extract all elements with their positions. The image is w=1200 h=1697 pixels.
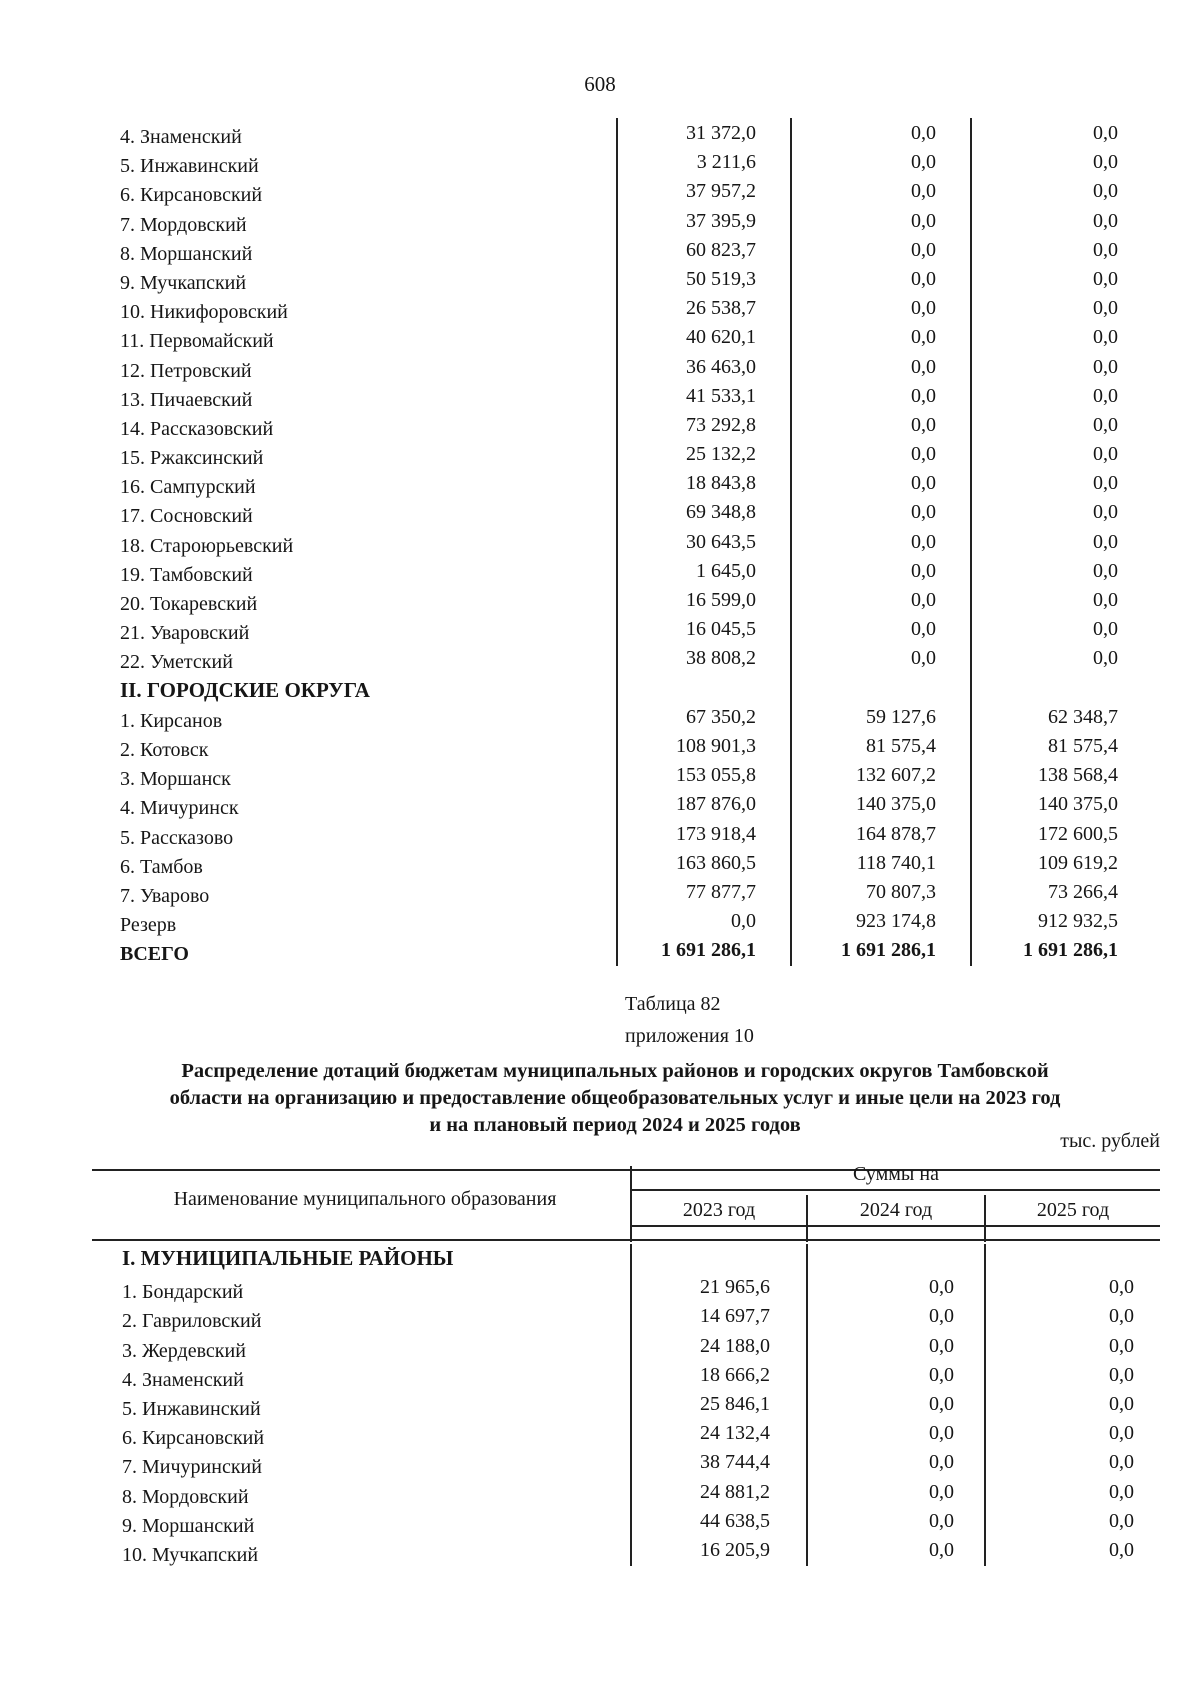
- value-2025: 0,0: [1109, 1451, 1134, 1474]
- table-row: [118, 118, 1128, 147]
- value-2023: 36 463,0: [686, 355, 756, 378]
- value-2025: 0,0: [1093, 472, 1118, 495]
- row-name: 8. Моршанский: [120, 242, 253, 265]
- value-2024: 0,0: [911, 559, 936, 582]
- value-2024: 140 375,0: [856, 793, 936, 816]
- value-2024: 0,0: [929, 1538, 954, 1561]
- value-2025: 0,0: [1093, 151, 1118, 174]
- header-mid-rule: [630, 1189, 1160, 1191]
- value-2023: 16 205,9: [700, 1538, 770, 1561]
- title-line: Распределение дотаций бюджетам муниципальных районов и городских округов Тамбовской: [181, 1060, 1049, 1082]
- value-2025: 0,0: [1093, 647, 1118, 670]
- row-name: 4. Мичуринск: [120, 797, 239, 820]
- title-line: области на организацию и предоставление общеобразовательных услуг и иные цели на 2023 год: [169, 1087, 1061, 1109]
- value-2025: 0,0: [1109, 1305, 1134, 1328]
- value-2023: 16 045,5: [686, 618, 756, 641]
- row-name: 2. Гавриловский: [122, 1310, 262, 1333]
- value-2025: 81 575,4: [1048, 734, 1118, 757]
- value-2023: 24 881,2: [700, 1480, 770, 1503]
- table-row: [120, 1302, 1160, 1331]
- value-2024: 0,0: [911, 384, 936, 407]
- row-name: 10. Мучкапский: [122, 1543, 259, 1566]
- value-2024: 0,0: [929, 1451, 954, 1474]
- section-row: [118, 673, 1128, 702]
- total-row: [118, 935, 1128, 964]
- row-name: 12. Петровский: [120, 359, 252, 382]
- value-2025: 0,0: [1093, 501, 1118, 524]
- value-2024: 0,0: [929, 1334, 954, 1357]
- row-name: 6. Кирсановский: [120, 184, 263, 207]
- value-2024: 0,0: [911, 180, 936, 203]
- value-2023: 1 645,0: [696, 559, 756, 582]
- value-2023: 14 697,7: [700, 1305, 770, 1328]
- value-2024: 0,0: [929, 1422, 954, 1445]
- table-row: [120, 1273, 1160, 1302]
- table-row: [118, 206, 1128, 235]
- row-name: 7. Мордовский: [120, 213, 247, 236]
- value-2023: 16 599,0: [686, 589, 756, 611]
- table-label: Таблица 82: [625, 993, 721, 1015]
- value-2023: 108 901,3: [676, 734, 756, 757]
- row-name: 5. Инжавинский: [120, 155, 259, 178]
- value-2025: 0,0: [1093, 384, 1118, 407]
- value-2023: 153 055,8: [676, 764, 756, 787]
- row-name: 8. Мордовский: [122, 1485, 249, 1508]
- table-row: [118, 702, 1128, 731]
- table-row: [120, 1507, 1160, 1536]
- row-name: 3. Жердевский: [122, 1339, 246, 1362]
- row-name: 9. Моршанский: [122, 1514, 255, 1537]
- value-2025: 1 691 286,1: [1023, 939, 1118, 962]
- row-name: 5. Инжавинский: [122, 1397, 261, 1420]
- value-2023: 73 292,8: [686, 413, 756, 436]
- row-name: 4. Знаменский: [122, 1368, 244, 1391]
- header-bottom-rule: [92, 1239, 1160, 1241]
- value-2023: 67 350,2: [686, 705, 756, 728]
- header-sums-on: Суммы на: [853, 1163, 939, 1185]
- table-row: [118, 235, 1128, 264]
- row-name: Резерв: [120, 914, 177, 937]
- table-row: [120, 1332, 1160, 1361]
- value-2023: 50 519,3: [686, 267, 756, 290]
- value-2024: 0,0: [929, 1276, 954, 1299]
- table-row: [120, 1448, 1160, 1477]
- value-2023: 1 691 286,1: [661, 939, 756, 962]
- value-2023: 24 132,4: [700, 1422, 770, 1445]
- table-row: [118, 614, 1128, 643]
- table-row: [118, 877, 1128, 906]
- value-2023: 38 744,4: [700, 1451, 770, 1474]
- table-row: [118, 731, 1128, 760]
- value-2023: 21 965,6: [700, 1276, 770, 1299]
- value-2025: 0,0: [1093, 238, 1118, 261]
- value-2024: 0,0: [911, 501, 936, 524]
- value-2024: 0,0: [911, 267, 936, 290]
- dotations-table: [120, 1244, 1160, 1565]
- row-name: 20. Токаревский: [120, 593, 258, 615]
- header-year-2023: 2023 год: [682, 1199, 756, 1221]
- table-row: [118, 468, 1128, 497]
- row-name: 1. Бондарский: [122, 1281, 244, 1304]
- value-2025: 0,0: [1109, 1509, 1134, 1532]
- table-row: [118, 293, 1128, 322]
- value-2023: 24 188,0: [700, 1334, 770, 1357]
- header-name-column: Наименование муниципального образования: [173, 1188, 557, 1210]
- title-line: и на плановый период 2024 и 2025 годов: [429, 1114, 801, 1136]
- value-2023: 77 877,7: [686, 880, 756, 903]
- row-name: 10. Никифоровский: [120, 301, 288, 324]
- value-2024: 0,0: [911, 151, 936, 174]
- value-2025: 0,0: [1109, 1480, 1134, 1503]
- table-row: [118, 585, 1128, 614]
- row-name: 6. Тамбов: [120, 855, 203, 878]
- table-row: [118, 760, 1128, 789]
- value-2024: 0,0: [911, 647, 936, 670]
- value-2025: 0,0: [1093, 589, 1118, 611]
- row-name: 13. Пичаевский: [120, 388, 253, 411]
- value-2024: 923 174,8: [856, 910, 936, 933]
- value-2023: 37 395,9: [686, 209, 756, 232]
- value-2023: 69 348,8: [686, 501, 756, 524]
- value-2025: 912 932,5: [1038, 910, 1118, 933]
- value-2023: 26 538,7: [686, 297, 756, 320]
- value-2025: 0,0: [1093, 355, 1118, 378]
- value-2023: 25 132,2: [686, 443, 756, 466]
- value-2023: 60 823,7: [686, 238, 756, 261]
- value-2025: 0,0: [1093, 618, 1118, 641]
- value-2024: 0,0: [911, 122, 936, 144]
- value-2025: 0,0: [1093, 443, 1118, 466]
- value-2024: 118 740,1: [856, 851, 936, 874]
- value-2024: 0,0: [911, 530, 936, 553]
- value-2025: 0,0: [1093, 530, 1118, 553]
- table-row: [118, 497, 1128, 526]
- value-2023: 38 808,2: [686, 647, 756, 670]
- table-title: [120, 1058, 1110, 1139]
- value-2024: 0,0: [911, 472, 936, 495]
- units-label: тыс. рублей: [1060, 1130, 1160, 1152]
- value-2025: 0,0: [1093, 326, 1118, 349]
- value-2023: 3 211,6: [696, 151, 756, 174]
- row-name: 9. Мучкапский: [120, 271, 247, 294]
- value-2025: 0,0: [1109, 1422, 1134, 1445]
- value-2024: 0,0: [929, 1480, 954, 1503]
- row-name: 21. Уваровский: [120, 622, 250, 645]
- row-name: 4. Знаменский: [120, 126, 242, 148]
- row-name: 19. Тамбовский: [120, 563, 253, 586]
- table-row: [118, 410, 1128, 439]
- header-years-rule: [630, 1225, 1160, 1227]
- value-2025: 62 348,7: [1048, 705, 1118, 728]
- table-row: [118, 264, 1128, 293]
- row-name: 6. Кирсановский: [122, 1427, 265, 1450]
- value-2024: 0,0: [911, 413, 936, 436]
- value-2025: 0,0: [1093, 209, 1118, 232]
- row-name: ВСЕГО: [120, 943, 189, 966]
- value-2025: 0,0: [1109, 1538, 1134, 1561]
- value-2024: 0,0: [911, 355, 936, 378]
- header-year-2025: 2025 год: [1036, 1199, 1110, 1221]
- row-name: 18. Староюрьевский: [120, 534, 294, 557]
- value-2024: 59 127,6: [866, 705, 936, 728]
- value-2025: 0,0: [1109, 1392, 1134, 1415]
- table-row: [118, 789, 1128, 818]
- value-2023: 30 643,5: [686, 530, 756, 553]
- value-2024: 0,0: [929, 1392, 954, 1415]
- value-2024: 0,0: [911, 209, 936, 232]
- section-row: [120, 1244, 1160, 1273]
- value-2024: 0,0: [911, 618, 936, 641]
- value-2024: 0,0: [911, 443, 936, 466]
- value-2023: 0,0: [731, 910, 756, 933]
- value-2025: 140 375,0: [1038, 793, 1118, 816]
- value-2023: 37 957,2: [686, 180, 756, 203]
- value-2024: 132 607,2: [856, 764, 936, 787]
- value-2024: 70 807,3: [866, 880, 936, 903]
- table-row: [118, 556, 1128, 585]
- header-year-2024: 2024 год: [859, 1199, 933, 1221]
- value-2025: 0,0: [1093, 413, 1118, 436]
- value-2023: 44 638,5: [700, 1509, 770, 1532]
- table-row: [120, 1361, 1160, 1390]
- row-name: 11. Первомайский: [120, 330, 274, 353]
- table-row: [118, 848, 1128, 877]
- table-row: [118, 906, 1128, 935]
- row-name: 22. Уметский: [120, 651, 233, 674]
- table-row: [118, 439, 1128, 468]
- table-row: [120, 1390, 1160, 1419]
- row-name: 2. Котовск: [120, 738, 209, 761]
- value-2023: 163 860,5: [676, 851, 756, 874]
- value-2025: 0,0: [1093, 122, 1118, 144]
- value-2023: 18 843,8: [686, 472, 756, 495]
- row-name: 3. Моршанск: [120, 768, 231, 791]
- table-row: [118, 352, 1128, 381]
- table-row: [120, 1536, 1160, 1565]
- value-2024: 1 691 286,1: [841, 939, 936, 962]
- value-2025: 0,0: [1093, 267, 1118, 290]
- value-2024: 0,0: [911, 238, 936, 261]
- row-name: 1. Кирсанов: [120, 709, 223, 732]
- value-2024: 0,0: [929, 1305, 954, 1328]
- value-2025: 0,0: [1109, 1363, 1134, 1386]
- value-2024: 0,0: [911, 589, 936, 611]
- value-2023: 41 533,1: [686, 384, 756, 407]
- value-2024: 0,0: [911, 297, 936, 320]
- row-name: 17. Сосновский: [120, 505, 253, 528]
- value-2023: 25 846,1: [700, 1392, 770, 1415]
- row-name: 7. Уварово: [120, 884, 210, 907]
- value-2023: 31 372,0: [686, 122, 756, 144]
- value-2024: 0,0: [929, 1509, 954, 1532]
- value-2025: 0,0: [1093, 297, 1118, 320]
- value-2025: 0,0: [1093, 559, 1118, 582]
- table-row: [118, 147, 1128, 176]
- page-number: 608: [584, 72, 616, 96]
- value-2025: 172 600,5: [1038, 822, 1118, 845]
- value-2025: 73 266,4: [1048, 880, 1118, 903]
- row-name: 14. Рассказовский: [120, 417, 274, 440]
- table-row: [118, 643, 1128, 672]
- value-2023: 187 876,0: [676, 793, 756, 816]
- value-2025: 0,0: [1109, 1276, 1134, 1299]
- row-name: II. ГОРОДСКИЕ ОКРУГА: [120, 677, 370, 702]
- row-name: 16. Сампурский: [120, 476, 256, 499]
- row-name: 7. Мичуринский: [122, 1456, 262, 1479]
- value-2025: 109 619,2: [1038, 851, 1118, 874]
- row-name: I. МУНИЦИПАЛЬНЫЕ РАЙОНЫ: [122, 1246, 454, 1270]
- row-name: 5. Рассказово: [120, 826, 234, 849]
- value-2024: 164 878,7: [856, 822, 936, 845]
- table-row: [120, 1478, 1160, 1507]
- table-row: [120, 1419, 1160, 1448]
- value-2025: 0,0: [1109, 1334, 1134, 1357]
- value-2025: 0,0: [1093, 180, 1118, 203]
- continued-table: [118, 118, 1128, 964]
- value-2024: 0,0: [929, 1363, 954, 1386]
- table-row: [118, 322, 1128, 351]
- value-2024: 81 575,4: [866, 734, 936, 757]
- value-2024: 0,0: [911, 326, 936, 349]
- value-2025: 138 568,4: [1038, 764, 1118, 787]
- appendix-label: приложения 10: [625, 1025, 754, 1047]
- row-name: 15. Ржаксинский: [120, 447, 264, 470]
- value-2023: 18 666,2: [700, 1363, 770, 1386]
- value-2023: 40 620,1: [686, 326, 756, 349]
- table-row: [118, 176, 1128, 205]
- table-row: [118, 527, 1128, 556]
- table-row: [118, 819, 1128, 848]
- value-2023: 173 918,4: [676, 822, 756, 845]
- table-row: [118, 381, 1128, 410]
